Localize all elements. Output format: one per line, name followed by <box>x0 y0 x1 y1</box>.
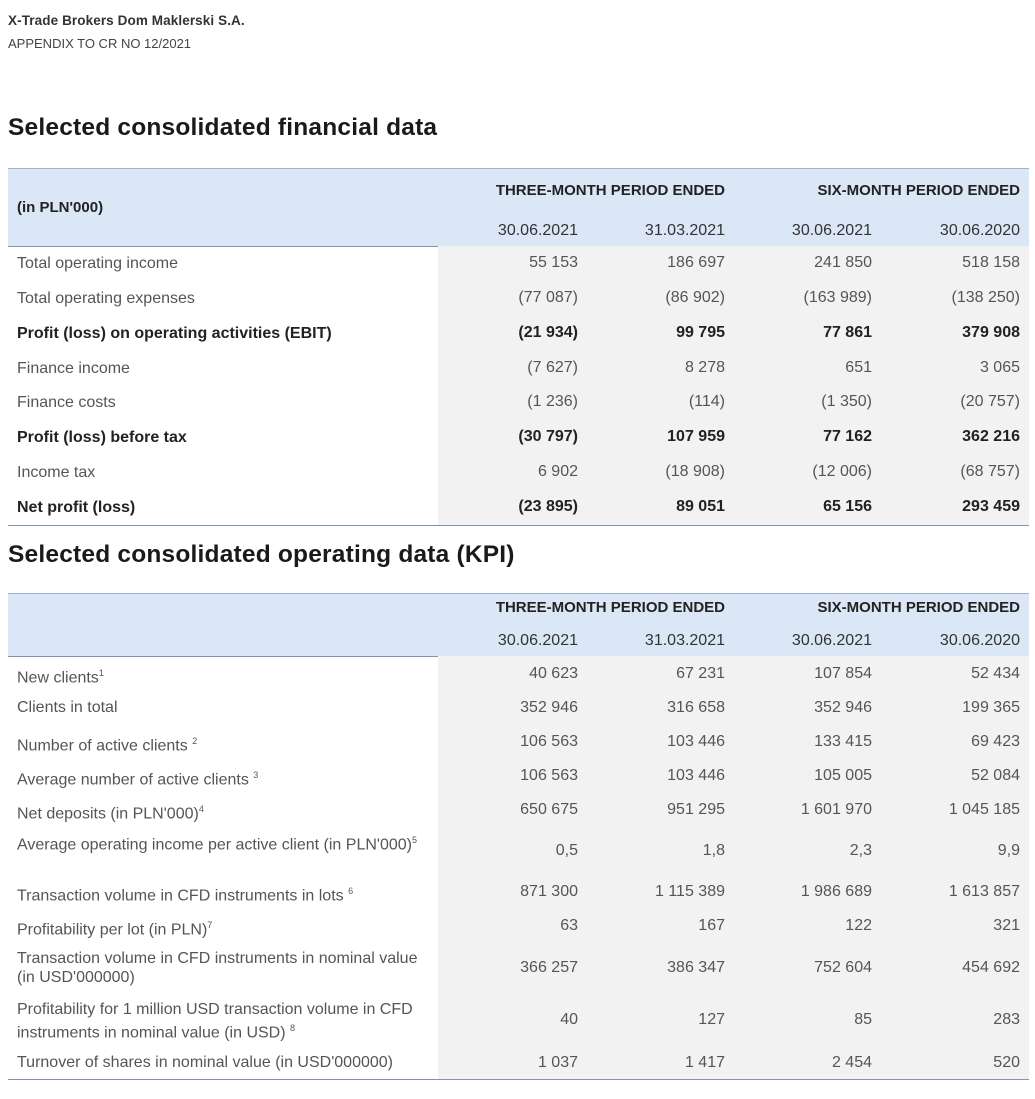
kpi-row-label-text: Average number of active clients <box>17 770 254 788</box>
kpi-cell-col-4: 283 <box>993 1010 1020 1028</box>
kpi-bottom-rule <box>8 1079 1029 1080</box>
kpi-cell-col-3: 122 <box>845 916 872 934</box>
kpi-cell-col-1: 871 300 <box>520 882 578 900</box>
financial-cell-col-4: 518 158 <box>962 254 1020 271</box>
kpi-group-three-month: THREE-MONTH PERIOD ENDED <box>495 599 725 616</box>
kpi-date-col-2: 31.03.2021 <box>644 632 725 649</box>
kpi-date-col-3: 30.06.2021 <box>791 632 872 649</box>
financial-cell-col-4: 293 459 <box>962 497 1020 515</box>
kpi-row-label-text: Transaction volume in CFD instruments in lots <box>17 886 349 904</box>
kpi-row-label <box>17 1053 427 1072</box>
financial-row <box>8 246 1029 281</box>
kpi-row-label-text: Net deposits (in PLN'000) <box>17 804 199 822</box>
kpi-cell-col-2: 167 <box>698 916 725 934</box>
financial-row <box>8 489 1029 525</box>
financial-cell-col-1: 6 902 <box>537 462 578 480</box>
financial-cell-col-2: (86 902) <box>665 288 725 306</box>
kpi-row-label <box>17 882 427 905</box>
kpi-cell-col-3: 85 <box>854 1010 872 1028</box>
financial-group-three-month: THREE-MONTH PERIOD ENDED <box>495 182 725 199</box>
kpi-cell-col-1: 40 623 <box>529 664 578 682</box>
kpi-row <box>8 874 1029 908</box>
financial-cell-col-4: 3 065 <box>979 358 1020 376</box>
kpi-row-label <box>17 831 427 854</box>
kpi-cell-col-2: 103 446 <box>667 733 725 750</box>
kpi-row <box>8 656 1029 690</box>
financial-title: Selected consolidated financial data <box>8 114 438 141</box>
financial-cell-col-2: 186 697 <box>667 254 725 271</box>
financial-cell-col-2: 89 051 <box>676 497 725 515</box>
kpi-row-label <box>17 949 427 987</box>
financial-cell-col-2: 8 278 <box>684 358 725 376</box>
kpi-row-label <box>17 1000 427 1042</box>
kpi-row-label-text: Average operating income per active client (in PLN'000) <box>17 836 412 854</box>
footnote-marker: 3 <box>253 769 259 780</box>
financial-cell-col-1: 55 153 <box>529 254 578 271</box>
kpi-cell-col-2: 1,8 <box>702 841 725 859</box>
financial-cell-col-4: (138 250) <box>951 288 1020 306</box>
kpi-cell-col-1: 106 563 <box>520 766 578 784</box>
financial-cell-col-3: (12 006) <box>812 462 872 480</box>
kpi-row <box>8 725 1029 758</box>
kpi-row-label <box>17 800 427 823</box>
financial-cell-col-2: (18 908) <box>665 462 725 480</box>
kpi-cell-col-3: 752 604 <box>814 959 872 976</box>
footnote-marker: 1 <box>98 667 104 678</box>
kpi-row-label <box>17 916 427 939</box>
financial-cell-col-4: (68 757) <box>960 462 1020 480</box>
kpi-row-label-text: Turnover of shares in nominal value (in USD'000000) <box>17 1053 393 1071</box>
kpi-cell-col-1: 1 037 <box>537 1053 578 1071</box>
financial-date-col-2: 31.03.2021 <box>644 222 725 239</box>
footnote-marker: 2 <box>192 736 198 746</box>
financial-bottom-rule <box>8 525 1029 526</box>
kpi-cell-col-1: 63 <box>560 916 578 934</box>
kpi-row <box>8 993 1029 1045</box>
kpi-row-label-text: Transaction volume in CFD instruments in nominal value (in USD'000000) <box>17 949 418 986</box>
kpi-date-col-1: 30.06.2021 <box>497 632 578 649</box>
financial-cell-col-3: 77 162 <box>823 427 872 445</box>
company-name: X-Trade Brokers Dom Maklerski S.A. <box>8 13 245 28</box>
kpi-cell-col-3: 107 854 <box>814 664 872 682</box>
financial-date-col-4: 30.06.2020 <box>939 222 1020 239</box>
kpi-cell-col-3: 2 454 <box>831 1053 872 1071</box>
kpi-cell-col-3: 1 601 970 <box>800 800 872 818</box>
kpi-cell-col-1: 40 <box>560 1010 578 1028</box>
kpi-cell-col-4: 520 <box>993 1053 1020 1071</box>
kpi-row-label-text: Number of active clients <box>17 737 193 755</box>
kpi-cell-col-3: 1 986 689 <box>800 882 872 900</box>
financial-table <box>8 168 1029 516</box>
financial-cell-col-1: (77 087) <box>518 288 578 306</box>
kpi-row-label <box>17 766 427 789</box>
financial-row <box>8 315 1029 351</box>
financial-cell-col-4: 379 908 <box>962 323 1020 341</box>
financial-row-label: Finance income <box>17 359 130 377</box>
financial-cell-col-3: 65 156 <box>823 497 872 515</box>
kpi-row-label-text: New clients <box>17 668 99 686</box>
kpi-cell-col-3: 352 946 <box>814 699 872 716</box>
financial-group-six-month: SIX-MONTH PERIOD ENDED <box>817 182 1020 199</box>
kpi-cell-col-4: 52 434 <box>971 664 1020 682</box>
kpi-row-label <box>17 732 427 755</box>
financial-cell-col-1: (1 236) <box>527 392 578 410</box>
kpi-cell-col-1: 366 257 <box>520 959 578 976</box>
financial-row <box>8 351 1029 385</box>
financial-cell-col-3: 77 861 <box>823 323 872 341</box>
kpi-row <box>8 758 1029 792</box>
kpi-cell-col-4: 454 692 <box>962 959 1020 976</box>
kpi-cell-col-4: 9,9 <box>997 841 1020 859</box>
financial-row <box>8 455 1029 489</box>
financial-unit-label: (in PLN'000) <box>17 199 104 216</box>
kpi-cell-col-1: 352 946 <box>520 699 578 716</box>
financial-cell-col-1: (7 627) <box>527 358 578 376</box>
kpi-cell-col-2: 1 115 389 <box>655 882 725 900</box>
kpi-cell-col-2: 1 417 <box>684 1053 725 1071</box>
financial-date-col-1: 30.06.2021 <box>497 222 578 239</box>
financial-row-label: Total operating expenses <box>17 289 195 307</box>
kpi-row <box>8 792 1029 826</box>
financial-row-label: Profit (loss) on operating activities (EBIT) <box>17 324 332 342</box>
footnote-marker: 7 <box>207 919 213 930</box>
financial-date-col-3: 30.06.2021 <box>791 222 872 239</box>
kpi-row-label-text: Profitability per lot (in PLN) <box>17 920 208 938</box>
financial-header <box>8 168 1029 247</box>
financial-cell-col-4: 362 216 <box>962 427 1020 445</box>
financial-row <box>8 281 1029 315</box>
kpi-cell-col-4: 69 423 <box>971 733 1020 750</box>
kpi-row-label-text: Clients in total <box>17 699 118 716</box>
financial-cell-col-2: 99 795 <box>676 323 725 341</box>
financial-row-label: Net profit (loss) <box>17 498 136 516</box>
kpi-cell-col-3: 105 005 <box>814 766 872 784</box>
kpi-row <box>8 826 1029 874</box>
kpi-cell-col-2: 316 658 <box>667 699 725 716</box>
kpi-group-six-month: SIX-MONTH PERIOD ENDED <box>817 599 1020 616</box>
financial-cell-col-3: 651 <box>845 358 872 376</box>
kpi-cell-col-1: 650 675 <box>520 800 578 818</box>
kpi-row <box>8 690 1029 725</box>
kpi-header <box>8 593 1029 657</box>
financial-cell-col-2: 107 959 <box>667 427 725 445</box>
kpi-row <box>8 942 1029 993</box>
financial-cell-col-2: (114) <box>688 392 725 410</box>
kpi-cell-col-4: 199 365 <box>962 699 1020 716</box>
kpi-cell-col-2: 67 231 <box>676 664 725 682</box>
kpi-cell-col-3: 133 415 <box>814 733 872 750</box>
financial-row-label: Finance costs <box>17 393 116 411</box>
appendix-label: APPENDIX TO CR NO 12/2021 <box>8 36 192 51</box>
kpi-row <box>8 1045 1029 1079</box>
financial-cell-col-3: (163 989) <box>803 288 872 306</box>
kpi-date-col-4: 30.06.2020 <box>939 632 1020 649</box>
financial-row-label: Profit (loss) before tax <box>17 428 187 446</box>
financial-cell-col-4: (20 757) <box>960 392 1020 410</box>
kpi-cell-col-2: 386 347 <box>667 959 725 976</box>
financial-row-label: Income tax <box>17 463 96 481</box>
kpi-cell-col-2: 103 446 <box>667 766 725 784</box>
footnote-marker: 8 <box>290 1023 296 1033</box>
financial-row <box>8 419 1029 455</box>
footnote-marker: 5 <box>411 835 417 845</box>
financial-cell-col-1: (23 895) <box>518 497 578 515</box>
kpi-cell-col-3: 2,3 <box>849 841 872 859</box>
kpi-cell-col-4: 321 <box>993 916 1020 934</box>
kpi-row <box>8 908 1029 942</box>
financial-cell-col-3: (1 350) <box>821 392 872 410</box>
financial-cell-col-3: 241 850 <box>814 254 872 271</box>
kpi-cell-col-4: 52 084 <box>971 766 1020 784</box>
kpi-table <box>8 593 1029 1071</box>
footnote-marker: 4 <box>198 803 204 814</box>
kpi-row-label <box>17 664 427 687</box>
financial-cell-col-1: (30 797) <box>518 427 578 445</box>
kpi-row-label-text: Profitability for 1 million USD transaction volume in CFD instruments in nominal value (in USD) <box>17 1001 413 1042</box>
kpi-cell-col-2: 951 295 <box>667 800 725 818</box>
kpi-cell-col-2: 127 <box>698 1010 725 1028</box>
kpi-cell-col-1: 106 563 <box>520 733 578 750</box>
financial-row-label: Total operating income <box>17 255 178 272</box>
kpi-row-label <box>17 698 427 717</box>
kpi-cell-col-4: 1 613 857 <box>948 882 1020 900</box>
kpi-cell-col-1: 0,5 <box>555 841 578 859</box>
financial-row <box>8 385 1029 419</box>
kpi-title: Selected consolidated operating data (KPI) <box>8 541 515 568</box>
footnote-marker: 6 <box>348 885 354 896</box>
financial-cell-col-1: (21 934) <box>518 323 578 341</box>
kpi-cell-col-4: 1 045 185 <box>948 800 1020 818</box>
